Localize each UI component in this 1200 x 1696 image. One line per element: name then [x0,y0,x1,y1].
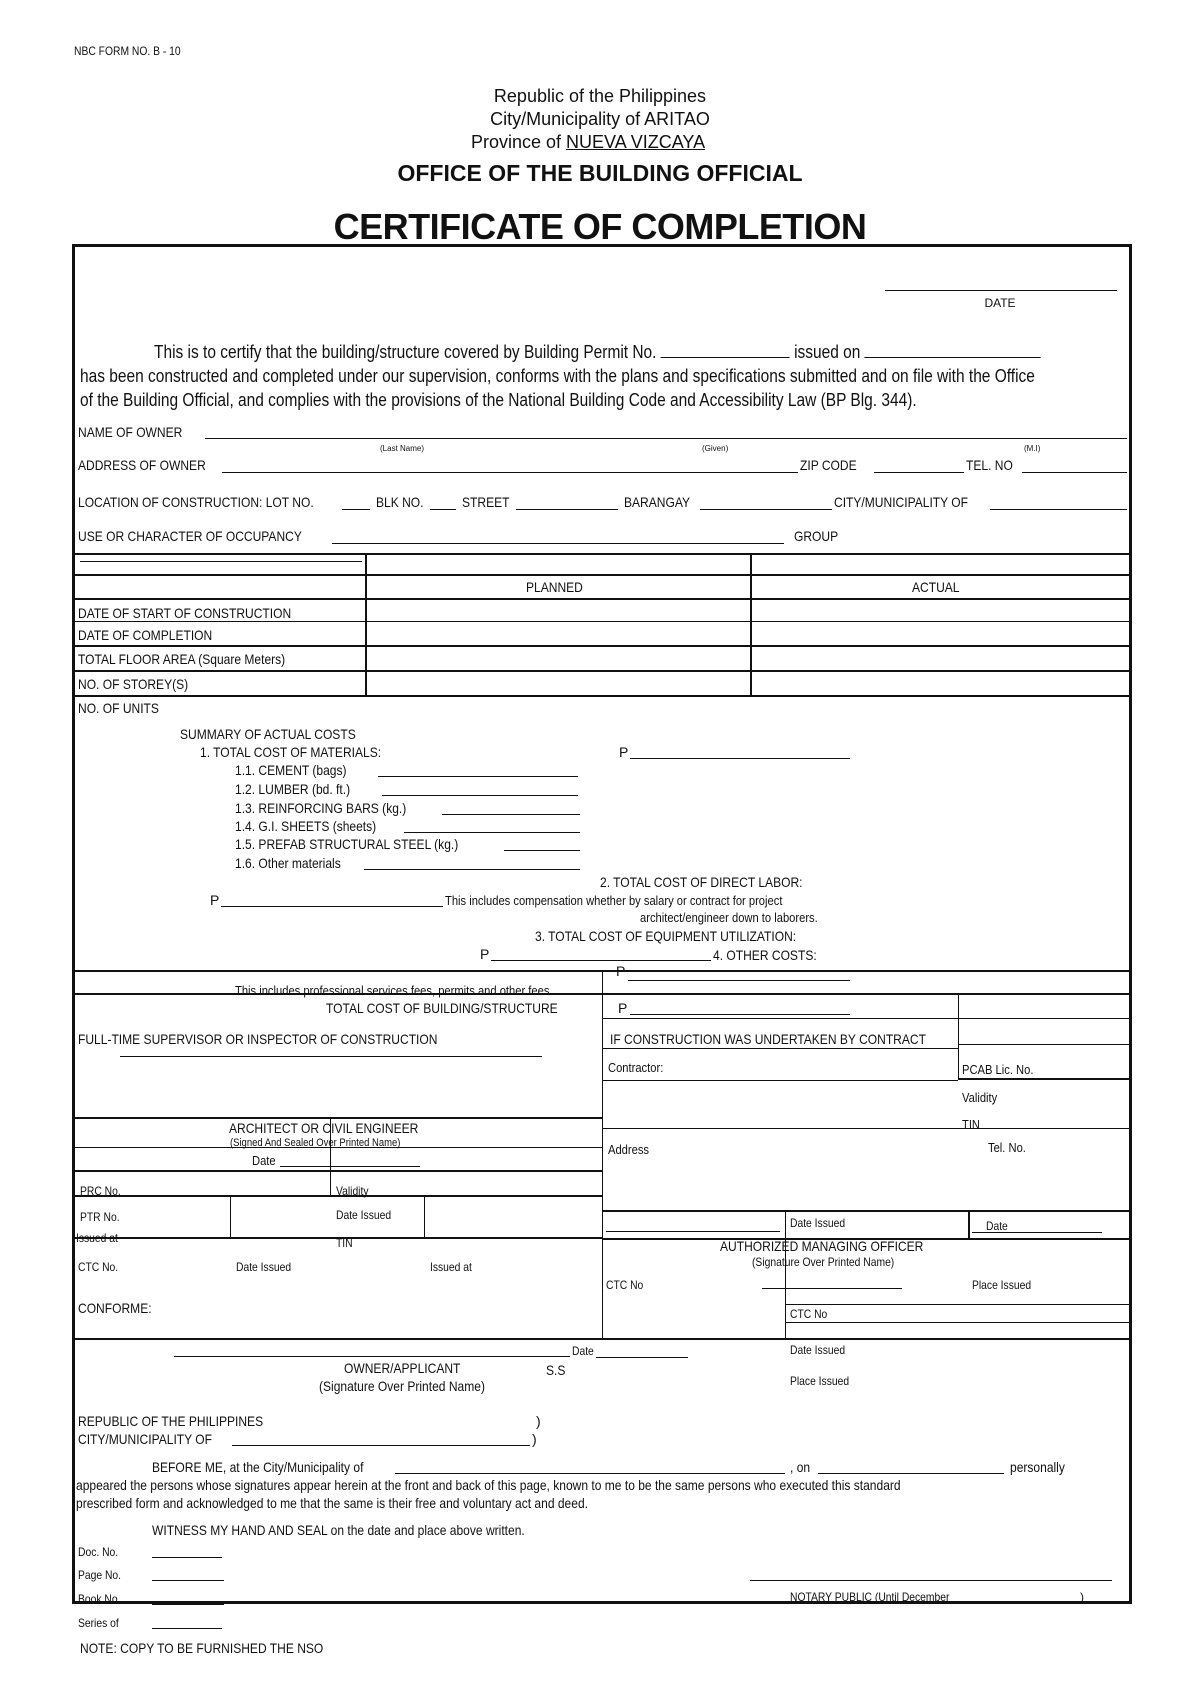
architect-divider [330,1117,331,1195]
street-line[interactable] [516,509,618,510]
cement-label: 1.1. CEMENT (bags) [235,762,347,778]
officer-place-issued-2: Place Issued [790,1374,850,1388]
notary-city: CITY/MUNICIPALITY OF [78,1431,213,1447]
officer-date-issued-2: Date Issued [790,1343,846,1357]
form-number: NBC FORM NO. B - 10 [74,44,181,58]
table-col-divider-2 [750,553,752,695]
header-city: City/Municipality of ARITAO [490,109,710,129]
zip-line[interactable] [874,472,964,473]
notary-line2: appeared the persons whose signatures appear herein at the front and back of this page, known to me to be the same persons who executed this standard [76,1477,901,1493]
contract-validity: Validity [962,1090,998,1105]
table-row-line-2 [72,645,1132,647]
notary-book: Book No. [78,1592,121,1606]
given-name-caption: (Given) [702,444,729,453]
officer-ctc-line[interactable] [762,1288,902,1289]
architect-top-line [72,1117,602,1119]
certify-line3: of the Building Official, and complies with the provisions of the National Building Code and Accessibility Law (BP Blg. 344). [80,390,917,410]
city-label: CITY/MUNICIPALITY OF [834,494,969,510]
architect-signed: (Signed And Sealed Over Printed Name) [230,1137,401,1149]
contract-address: Address [608,1142,650,1157]
city-line[interactable] [990,509,1127,510]
labor-note-2: architect/engineer down to laborers. [640,910,818,925]
equipment-line[interactable] [491,960,711,961]
header-republic: Republic of the Philippines [493,86,707,106]
officer-date-line-2[interactable] [972,1232,1102,1233]
pcab-label: PCAB Lic. No. [962,1062,1034,1077]
ctc-issued-at: Issued at [430,1260,472,1274]
table-header-top [72,574,1132,576]
rebar-line[interactable] [442,814,580,815]
applicant-ss: S.S [546,1362,566,1378]
street-label: STREET [462,494,510,510]
conforme-label: CONFORME: [78,1300,152,1316]
notary-public-year-line[interactable] [960,1603,1078,1604]
pcab-divider [958,993,959,1078]
notary-page: Page No. [78,1568,122,1582]
cement-line[interactable] [378,776,578,777]
prc-validity: Validity [336,1184,369,1198]
header-province [471,132,705,153]
row-floor-area-label: TOTAL FLOOR AREA (Square Meters) [78,651,286,667]
notary-republic: REPUBLIC OF THE PHILIPPINES [78,1413,264,1429]
issued-on-blank[interactable] [865,345,1041,358]
notary-public-close: ) [1080,1590,1084,1604]
contractor-top-line [602,1048,958,1049]
prc-label: PRC No. [80,1184,121,1198]
certificate-title: CERTIFICATE OF COMPLETION [333,206,867,247]
officer-divider [785,1210,786,1338]
ctc-top-line [72,1237,602,1239]
occupancy-line[interactable] [332,543,784,544]
notary-before-line[interactable] [395,1473,785,1474]
tel-label: TEL. NO [966,457,1013,473]
certify-text-a: This is to certify that the building/structure covered by Building Permit No. [154,342,657,362]
notary-page-line[interactable] [152,1580,224,1581]
materials-label: 1. TOTAL COST OF MATERIALS: [200,744,382,760]
equipment-p: P [480,946,490,962]
tel-line[interactable] [1022,472,1127,473]
ptr-top-line [72,1195,602,1197]
date-label: DATE [984,296,1016,310]
officer-ctc2-line [785,1322,1132,1323]
officer-place-issued: Place Issued [972,1278,1032,1292]
middle-divider [602,1018,603,1338]
barangay-line[interactable] [700,509,832,510]
labor-label: 2. TOTAL COST OF DIRECT LABOR: [600,874,803,890]
pcab-line [958,1078,1132,1080]
contract-label: IF CONSTRUCTION WAS UNDERTAKEN BY CONTRACT [610,1031,926,1047]
officer-ctc2: CTC No [790,1307,828,1321]
notary-on: , on [790,1459,811,1475]
mi-caption: (M.I) [1024,444,1041,453]
table-row-line-3 [72,670,1132,672]
applicant-date: Date [572,1344,594,1358]
row-start-label: DATE OF START OF CONSTRUCTION [78,605,292,621]
certify-line2: has been constructed and completed under our supervision, conforms with the plans and specifications submitted and on file with the Office [80,366,1035,386]
ptr-issued-at: Issued at [76,1231,118,1245]
group-label: GROUP [794,528,839,544]
notary-city-line[interactable] [232,1445,530,1446]
applicant-date-line[interactable] [596,1357,688,1358]
gi-sheets-line[interactable] [404,832,580,833]
row-units-label: NO. OF UNITS [78,700,159,716]
materials-p: P [619,744,629,760]
ptr-divider-1 [230,1195,231,1237]
other-costs-label: 4. OTHER COSTS: [713,947,817,963]
notary-book-line[interactable] [152,1604,224,1605]
architect-date: Date [252,1153,276,1168]
last-name-caption: (Last Name) [380,444,425,453]
row-completion-label: DATE OF COMPLETION [78,627,213,643]
ptr-date-issued: Date Issued [336,1208,392,1222]
owner-address-label: ADDRESS OF OWNER [78,457,206,473]
total-cost-line[interactable] [630,1014,850,1015]
province-prefix: Province of [471,132,567,152]
permit-no-blank[interactable] [661,345,790,358]
barangay-label: BARANGAY [624,494,691,510]
applicant-top-line [72,1338,1132,1340]
contract-tel: Tel. No. [988,1140,1026,1155]
applicant-signature-line[interactable] [174,1356,570,1357]
blk-line[interactable] [430,509,456,510]
office-title: OFFICE OF THE BUILDING OFFICIAL [397,160,803,186]
other-costs-p: P [616,963,626,979]
total-divider [602,970,603,1018]
owner-name-line[interactable] [205,438,1127,439]
notary-paren-2: ) [532,1431,537,1447]
location-label: LOCATION OF CONSTRUCTION: LOT NO. [78,494,314,510]
table-header-bottom [72,598,1132,600]
equipment-label: 3. TOTAL COST OF EQUIPMENT UTILIZATION: [535,928,797,944]
actual-header: ACTUAL [912,579,960,595]
costs-summary: SUMMARY OF ACTUAL COSTS [180,726,356,742]
contractor-label: Contractor: [608,1060,664,1075]
officer-divider-2 [968,1210,970,1238]
ctc-label: CTC No. [78,1260,119,1274]
notary-on-line[interactable] [818,1473,1004,1474]
province-name: NUEVA VIZCAYA [566,132,706,152]
architect-signed-line [72,1147,602,1148]
officer-date-line-1[interactable] [606,1231,780,1232]
officer-date-issued: Date Issued [790,1216,846,1230]
notary-doc: Doc. No. [78,1545,119,1559]
architect-date-line[interactable] [280,1166,420,1167]
nso-note: NOTE: COPY TO BE FURNISHED THE NSO [80,1640,324,1656]
notary-before: BEFORE ME, at the City/Municipality of [152,1459,364,1475]
applicant-sig-caption: (Signature Over Printed Name) [319,1378,485,1394]
prc-top-line [72,1170,602,1172]
officer-date: Date [986,1219,1008,1233]
owner-name-label: NAME OF OWNER [78,424,183,440]
table-top-border [72,553,1132,555]
officer-ctc: CTC No [606,1278,644,1292]
other-materials-line[interactable] [364,869,580,870]
planned-header: PLANNED [526,579,583,595]
table-col-divider-1 [365,553,367,695]
notary-series: Series of [78,1616,119,1630]
notary-personally: personally [1010,1459,1065,1475]
total-row-bottom [602,1018,1132,1019]
notary-series-line[interactable] [152,1628,222,1629]
ptr-tin: TIN [336,1236,353,1250]
contractor-bottom-line [602,1080,958,1081]
row-storeys-label: NO. OF STOREY(S) [78,676,189,692]
architect-label: ARCHITECT OR CIVIL ENGINEER [229,1120,419,1136]
table-row-line-1 [72,621,1132,622]
labor-line[interactable] [221,906,443,907]
contract-tin: TIN [962,1117,981,1132]
supervisor-label: FULL-TIME SUPERVISOR OR INSPECTOR OF CONSTRUCTION [78,1031,438,1047]
materials-line[interactable] [630,758,850,759]
notary-doc-line[interactable] [152,1557,222,1558]
officer-top-line [602,1210,1132,1212]
certify-line1 [154,342,1041,363]
notary-witness: WITNESS MY HAND AND SEAL on the date and place above written. [152,1522,525,1538]
officer-signature: (Signature Over Printed Name) [752,1255,895,1269]
ptr-divider-2 [424,1195,425,1237]
applicant-owner: OWNER/APPLICANT [344,1360,461,1376]
labor-note-1: This includes compensation whether by salary or contract for project [445,893,783,908]
other-costs-note: This includes professional services fees, permits and other fees [235,983,550,998]
supervisor-line[interactable] [120,1056,542,1057]
rebar-label: 1.3. REINFORCING BARS (kg.) [235,800,407,816]
notary-public-signature-line[interactable] [750,1580,1112,1581]
lumber-line[interactable] [382,795,578,796]
ctc-date-issued: Date Issued [236,1260,292,1274]
contract-line [958,1044,1132,1045]
owner-address-line[interactable] [222,472,798,473]
lumber-label: 1.2. LUMBER (bd. ft.) [235,781,351,797]
zip-label: ZIP CODE [800,457,857,473]
ptr-label: PTR No. [80,1210,120,1224]
lot-line[interactable] [342,509,370,510]
certify-text-b: issued on [794,342,861,362]
prefab-label: 1.5. PREFAB STRUCTURAL STEEL (kg.) [235,836,459,852]
officer-ctc2-top [785,1304,1132,1305]
address-top-line [602,1128,1132,1129]
other-materials-label: 1.6. Other materials [235,855,341,871]
notary-paren-1: ) [536,1413,541,1429]
date-line [885,290,1117,291]
other-costs-line[interactable] [628,980,850,981]
table-dash-line [80,561,362,562]
form-frame [72,244,1132,1604]
table-row-line-4 [72,695,1132,697]
prefab-line[interactable] [504,850,580,851]
officer-label: AUTHORIZED MANAGING OFFICER [720,1238,924,1254]
notary-public-label: NOTARY PUBLIC (Until December [790,1590,950,1604]
blk-label: BLK NO. [376,494,424,510]
gi-sheets-label: 1.4. G.I. SHEETS (sheets) [235,818,377,834]
total-cost-label: TOTAL COST OF BUILDING/STRUCTURE [326,1000,558,1016]
labor-p: P [210,892,220,908]
occupancy-label: USE OR CHARACTER OF OCCUPANCY [78,528,302,544]
total-cost-p: P [618,1000,628,1016]
notary-line3: prescribed form and acknowledged to me that the same is their free and voluntary act and deed. [76,1495,588,1511]
